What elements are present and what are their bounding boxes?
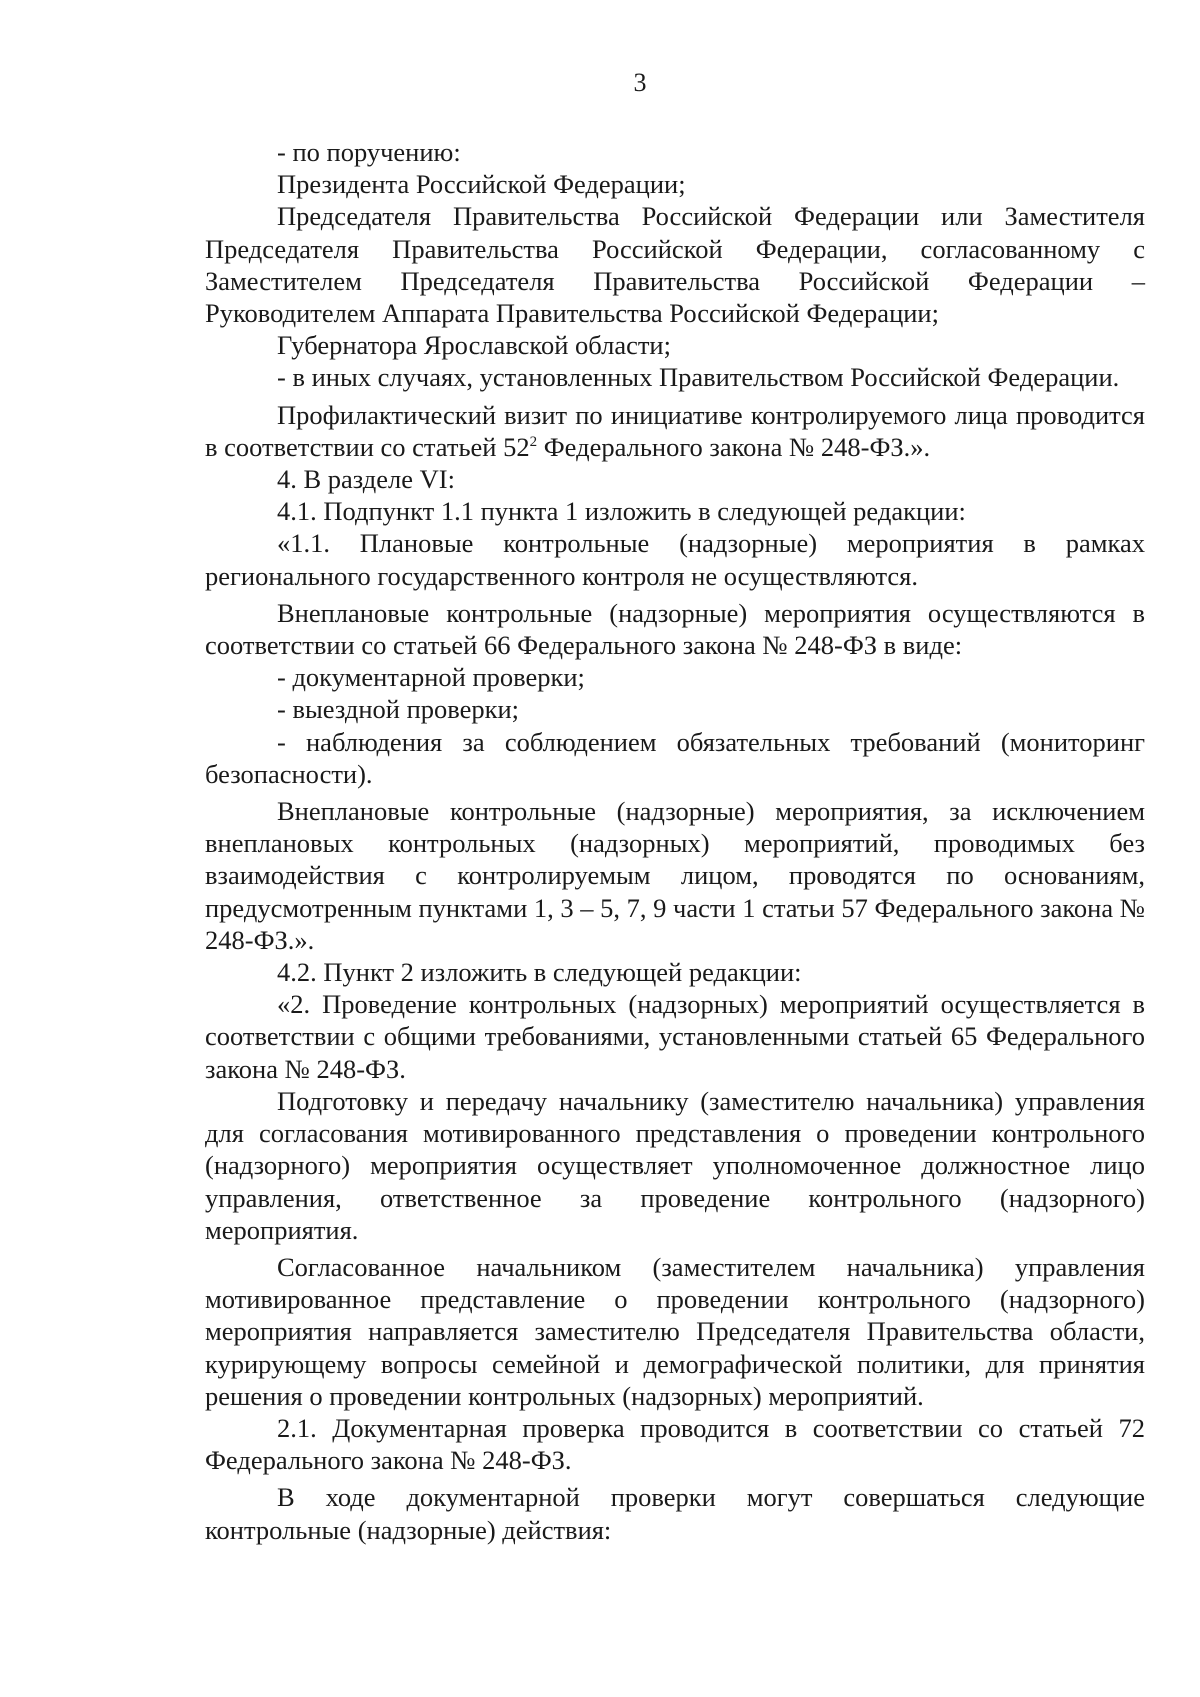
paragraph: Внеплановые контрольные (надзорные) мероприятия, за исключением внеплановых контрольных (надзорных) мероприятий, проводимых без взаимодействия с контролируемым лицом, проводятся по основаниям, предусмотренным пунктами 1, 3 – 5, 7, 9 части 1 статьи 57 Федерального закона № 248-ФЗ.». <box>205 796 1145 955</box>
paragraph: Председателя Правительства Российской Федерации или Заместителя Председателя Правительства Российской Федерации, согласованному с Заместителем Председателя Правительства Российской Федерации – Руководителем Аппарата Правительства Российской Федерации; <box>205 201 1145 329</box>
paragraph: Президента Российской Федерации; <box>277 169 686 200</box>
paragraph <box>205 399 1145 463</box>
paragraph: 4. В разделе VI: <box>277 464 455 495</box>
paragraph: В ходе документарной проверки могут совершаться следующие контрольные (надзорные) действия: <box>205 1482 1145 1545</box>
paragraph: - выездной проверки; <box>277 694 520 725</box>
paragraph: 2.1. Документарная проверка проводится в соответствии со статьей 72 Федерального закона № 248-ФЗ. <box>205 1412 1145 1476</box>
paragraph-text: Федерального закона № 248-ФЗ.». <box>537 431 931 462</box>
paragraph: Губернатора Ярославской области; <box>277 330 671 361</box>
document-body <box>205 136 1145 1546</box>
page-number: 3 <box>633 68 647 97</box>
paragraph-text: Профилактический визит по инициативе контролируемого лица проводится в соответствии со статьей 52 <box>205 399 1145 462</box>
paragraph: - документарной проверки; <box>277 662 585 693</box>
paragraph: Подготовку и передачу начальнику (заместителю начальника) управления для согласования мотивированного представления о проведении контрольного (надзорного) мероприятия осуществляет уполномоченное должностное лицо управления, ответственное за проведение контрольного (надзорного) мероприятия. <box>205 1085 1145 1245</box>
paragraph: «1.1. Плановые контрольные (надзорные) мероприятия в рамках регионального государственного контроля не осуществляются. <box>205 528 1145 591</box>
superscript: 2 <box>529 434 538 450</box>
paragraph: - по поручению: <box>277 137 461 167</box>
paragraph: Внеплановые контрольные (надзорные) мероприятия осуществляются в соответствии со статьей 66 Федерального закона № 248-ФЗ в виде: <box>205 597 1145 661</box>
paragraph: Согласованное начальником (заместителем начальника) управления мотивированное представление о проведении контрольного (надзорного) мероприятия направляется заместителю Председателя Правительства области, курирующему вопросы семейной и демографической политики, для принятия решения о проведении контрольных (надзорных) мероприятий. <box>205 1251 1145 1411</box>
paragraph: «2. Проведение контрольных (надзорных) мероприятий осуществляется в соответствии с общими требованиями, установленными статьей 65 Федерального закона № 248-ФЗ. <box>205 989 1145 1084</box>
paragraph: 4.1. Подпункт 1.1 пункта 1 изложить в следующей редакции: <box>277 496 966 527</box>
paragraph: - наблюдения за соблюдением обязательных требований (мониторинг безопасности). <box>205 726 1145 789</box>
paragraph: 4.2. Пункт 2 изложить в следующей редакции: <box>277 957 802 988</box>
paragraph: - в иных случаях, установленных Правительством Российской Федерации. <box>277 362 1120 393</box>
